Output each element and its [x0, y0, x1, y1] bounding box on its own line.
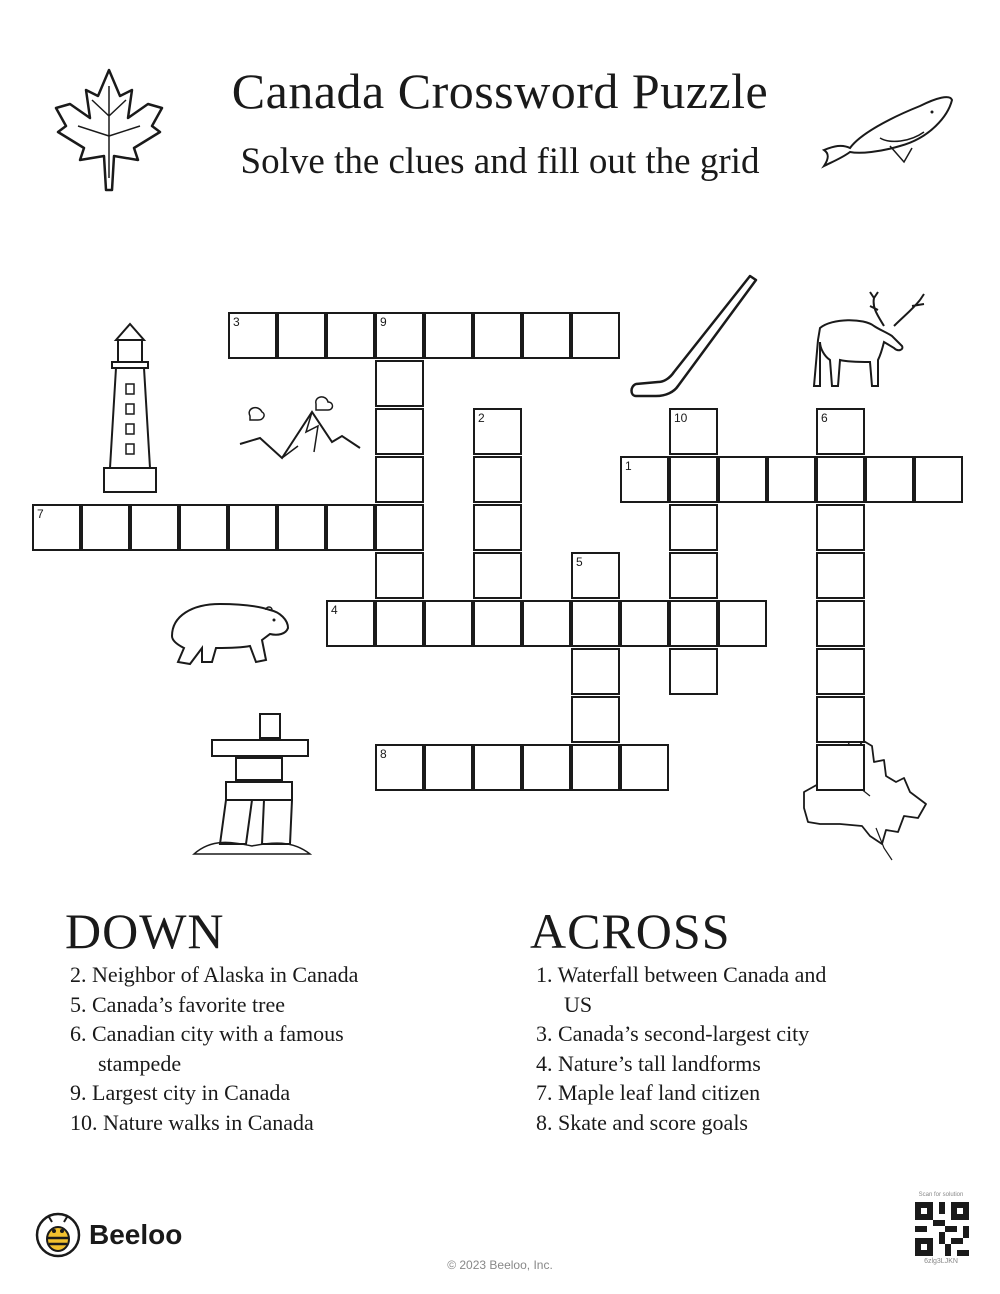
grid-cell[interactable]: [326, 600, 375, 647]
grid-cell[interactable]: [571, 648, 620, 695]
grid-cell[interactable]: [473, 744, 522, 791]
grid-cell[interactable]: [620, 456, 669, 503]
bee-icon: [35, 1212, 81, 1258]
down-clues: [70, 960, 400, 1137]
grid-cell[interactable]: [767, 456, 816, 503]
page-title: Canada Crossword Puzzle: [231, 63, 769, 119]
grid-cell[interactable]: [375, 552, 424, 599]
clue-number: 9: [380, 315, 387, 329]
grid-cell[interactable]: [669, 600, 718, 647]
grid-cell[interactable]: [865, 456, 914, 503]
across-clue: 8. Skate and score goals: [536, 1109, 748, 1135]
grid-cell[interactable]: [816, 408, 865, 455]
grid-cell[interactable]: [816, 648, 865, 695]
grid-cell[interactable]: [326, 312, 375, 359]
grid-cell[interactable]: [620, 744, 669, 791]
grid-cell[interactable]: [424, 744, 473, 791]
grid-cell[interactable]: [473, 552, 522, 599]
grid-cell[interactable]: [816, 504, 865, 551]
grid-cell[interactable]: [375, 456, 424, 503]
grid-cell[interactable]: [522, 600, 571, 647]
clue-number: 5: [576, 555, 583, 569]
grid-cell[interactable]: [228, 312, 277, 359]
grid-cell[interactable]: [571, 312, 620, 359]
grid-cell[interactable]: [571, 600, 620, 647]
grid-cell[interactable]: [424, 600, 473, 647]
clue-number: 7: [37, 507, 44, 521]
grid-cell[interactable]: [179, 504, 228, 551]
brand-logo: [35, 1212, 182, 1258]
brand-name: Beeloo: [89, 1219, 183, 1250]
across-heading: ACROSS: [530, 903, 731, 959]
grid-cell[interactable]: [816, 744, 865, 791]
grid-cell[interactable]: [32, 504, 81, 551]
clue-number: 3: [233, 315, 240, 329]
grid-cell[interactable]: [669, 648, 718, 695]
grid-cell[interactable]: [718, 456, 767, 503]
qr-code-icon: [915, 1202, 969, 1256]
grid-cell[interactable]: [375, 504, 424, 551]
across-clue: 4. Nature’s tall landforms: [536, 1050, 761, 1076]
down-clue: 6. Canadian city with a famous stampede: [70, 1021, 344, 1076]
grid-cell[interactable]: [326, 504, 375, 551]
down-heading: DOWN: [65, 903, 225, 959]
down-clue: 2. Neighbor of Alaska in Canada: [70, 962, 359, 987]
grid-cell[interactable]: [473, 456, 522, 503]
grid-cell[interactable]: [718, 600, 767, 647]
clue-number: 10: [674, 411, 688, 425]
grid-cell[interactable]: [375, 600, 424, 647]
grid-cell[interactable]: [816, 600, 865, 647]
grid-cell[interactable]: [571, 696, 620, 743]
grid-cell[interactable]: [375, 360, 424, 407]
grid-cell[interactable]: [375, 408, 424, 455]
page-subtitle: Solve the clues and fill out the grid: [240, 141, 760, 182]
grid-cell[interactable]: [473, 312, 522, 359]
grid-cell[interactable]: [669, 504, 718, 551]
grid-cell[interactable]: [669, 552, 718, 599]
grid-cell[interactable]: [522, 312, 571, 359]
grid-cell[interactable]: [914, 456, 963, 503]
grid-cell[interactable]: [669, 456, 718, 503]
across-clue: 3. Canada’s second-largest city: [536, 1021, 810, 1046]
grid-cell[interactable]: [228, 504, 277, 551]
across-clue: 7. Maple leaf land citizen: [536, 1080, 761, 1105]
grid-cell[interactable]: [669, 408, 718, 455]
grid-cell[interactable]: [81, 504, 130, 551]
grid-cell[interactable]: [816, 456, 865, 503]
down-clue: 9. Largest city in Canada: [70, 1080, 291, 1105]
clue-number: 2: [478, 411, 485, 425]
down-clue: 5. Canada’s favorite tree: [70, 991, 286, 1017]
grid-cell[interactable]: [375, 312, 424, 359]
grid-cell[interactable]: [375, 744, 424, 791]
clue-number: 1: [625, 459, 632, 473]
clue-number: 6: [821, 411, 828, 425]
copyright: © 2023 Beeloo, Inc.: [447, 1258, 553, 1272]
clue-number: 8: [380, 747, 387, 761]
clue-number: 4: [331, 603, 338, 617]
qr-code-text: 6zlg3LJKN: [924, 1258, 958, 1265]
grid-cell[interactable]: [473, 504, 522, 551]
grid-cell[interactable]: [277, 312, 326, 359]
grid-cell[interactable]: [424, 312, 473, 359]
across-clue: 1. Waterfall between Canada and US: [536, 962, 827, 1017]
grid-cell[interactable]: [130, 504, 179, 551]
grid-cell[interactable]: [473, 408, 522, 455]
grid-cell[interactable]: [473, 600, 522, 647]
grid-cell[interactable]: [571, 744, 620, 791]
across-clues: [536, 960, 836, 1137]
grid-cell[interactable]: [816, 696, 865, 743]
qr-caption: Scan for solution: [918, 1192, 964, 1198]
grid-cell[interactable]: [816, 552, 865, 599]
grid-cell[interactable]: [277, 504, 326, 551]
grid-cell[interactable]: [620, 600, 669, 647]
grid-cell[interactable]: [571, 552, 620, 599]
down-clue: 10. Nature walks in Canada: [70, 1109, 314, 1135]
grid-cell[interactable]: [522, 744, 571, 791]
